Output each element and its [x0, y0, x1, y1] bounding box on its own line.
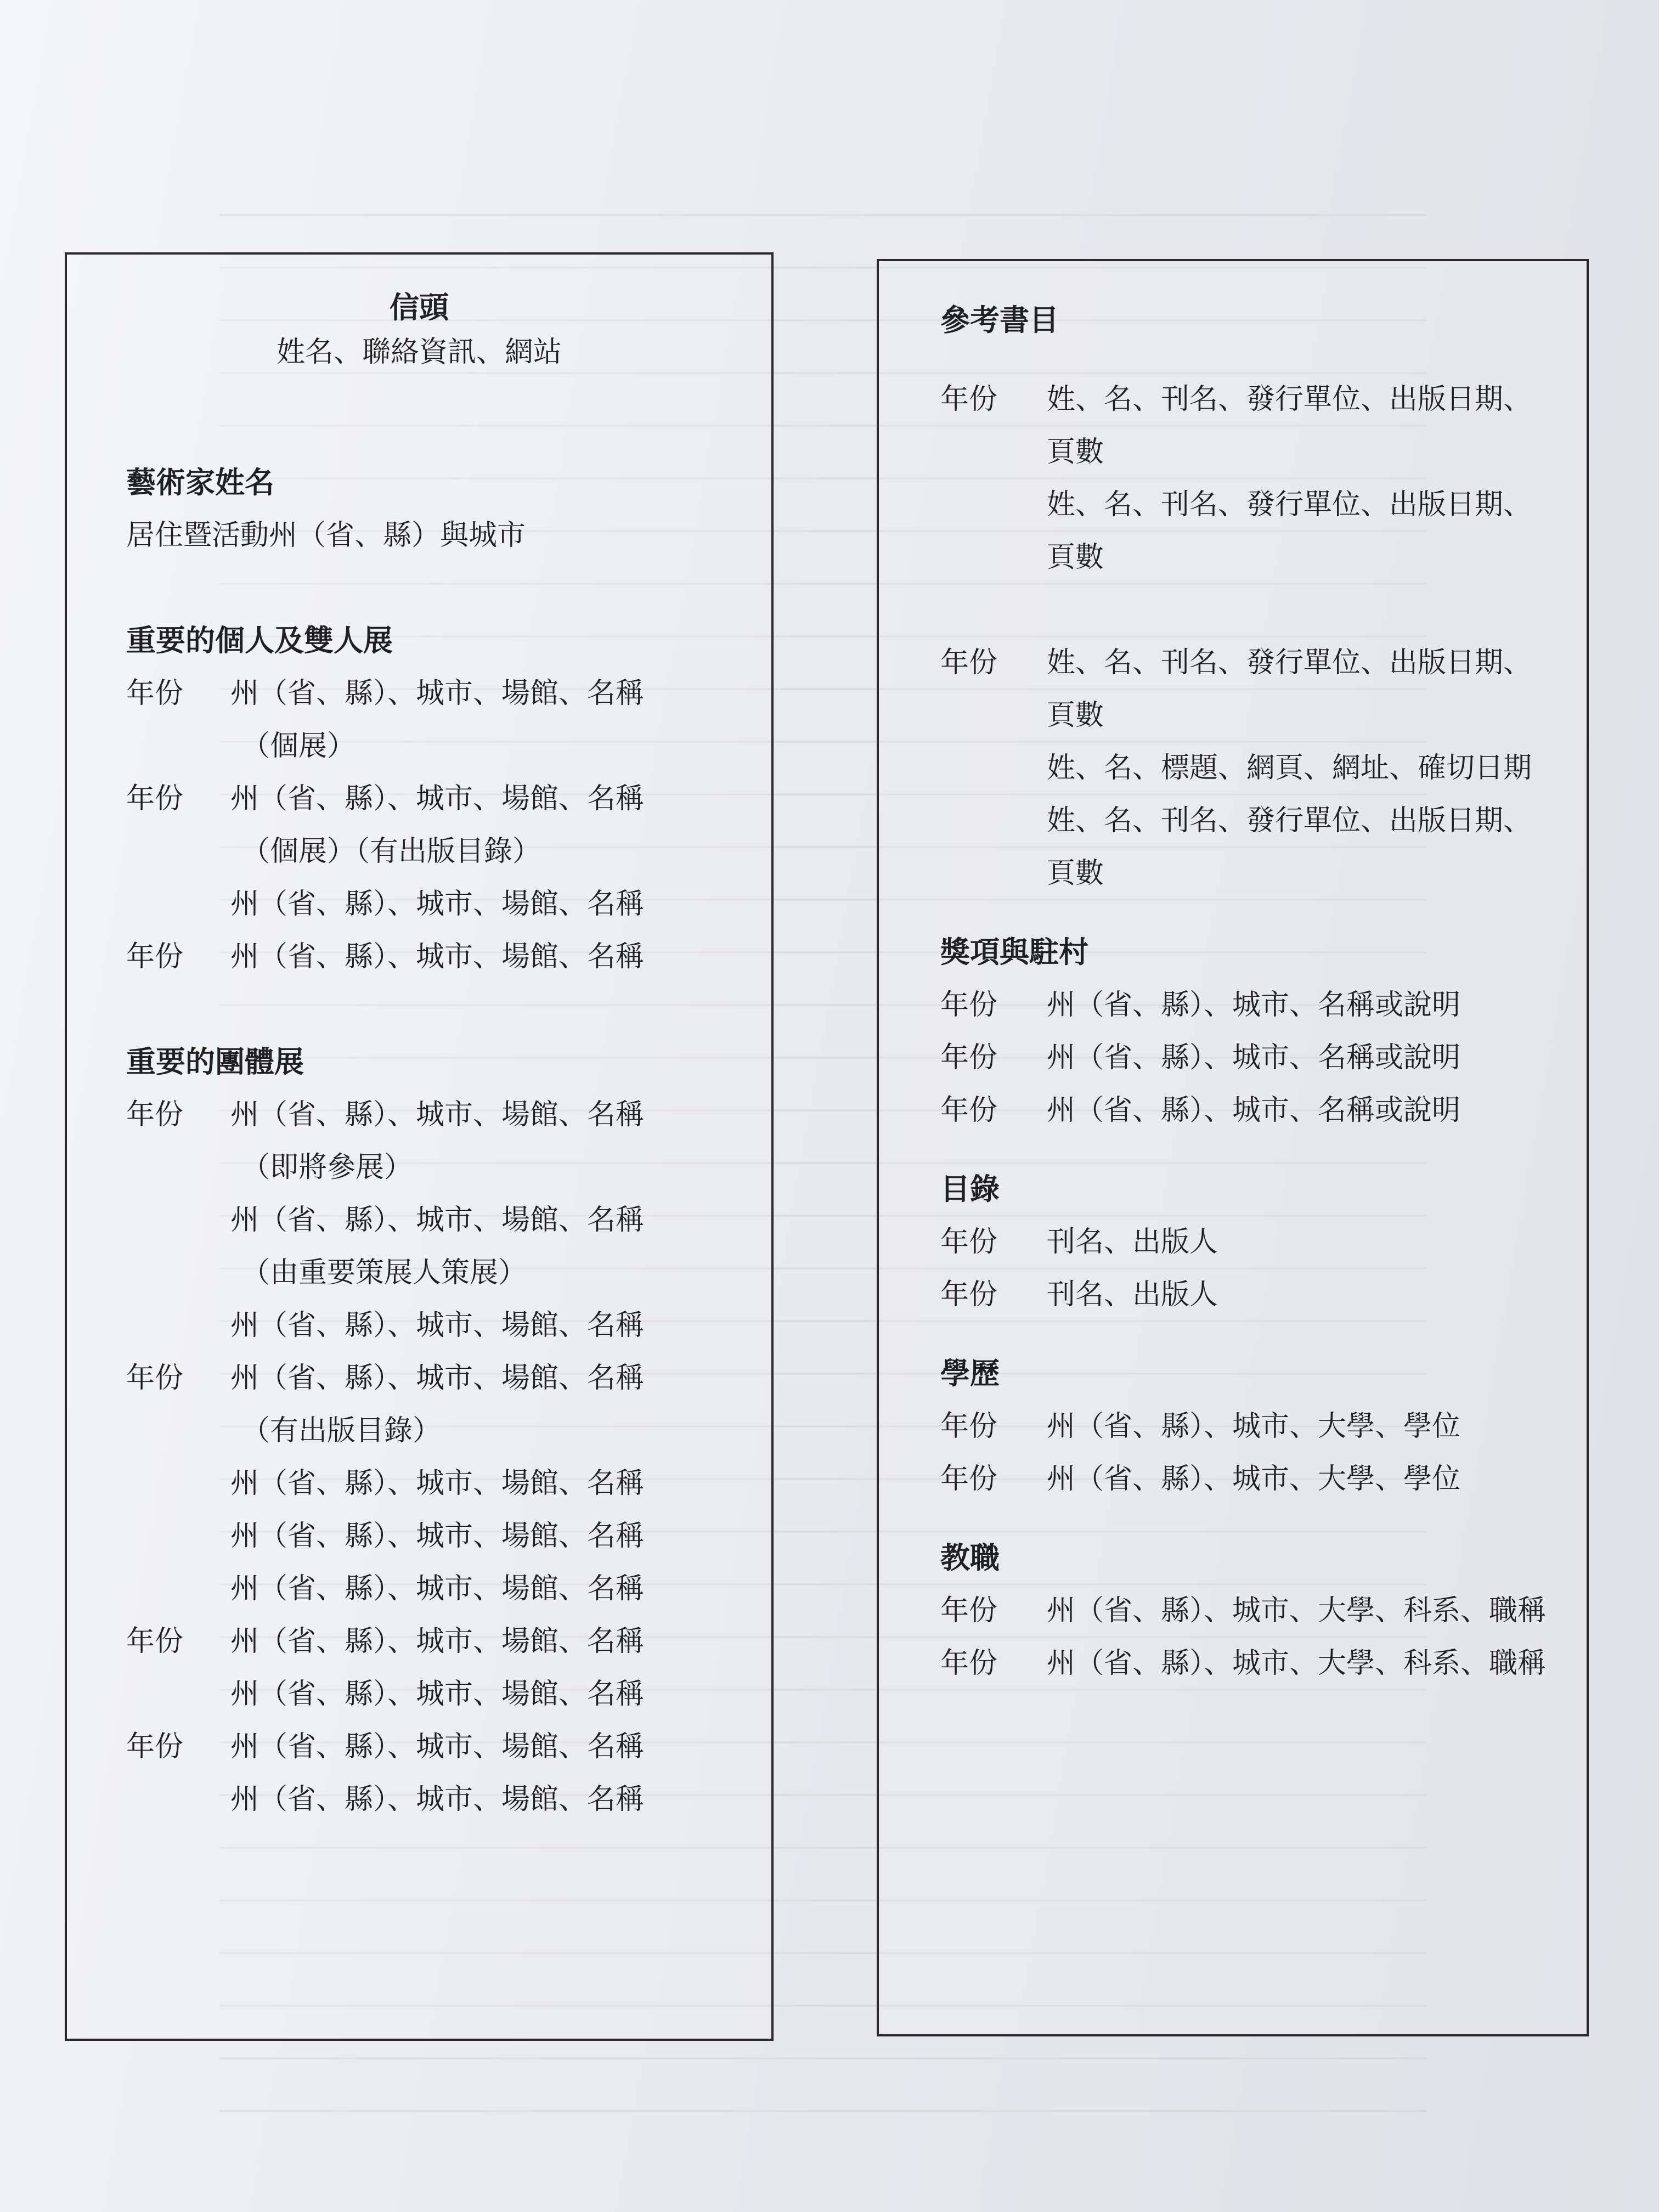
list-item — [126, 1457, 738, 1510]
entry-text: 州（省、縣）、城市、場館、名稱 — [230, 1362, 645, 1395]
entry-text: 州（省、縣）、城市、大學、學位 — [1047, 1410, 1461, 1443]
list-item — [126, 1562, 738, 1615]
letterhead-subtitle: 姓名、聯絡資訊、網站 — [276, 336, 562, 369]
letterhead-title: 信頭 — [390, 290, 449, 325]
entry-text: 州（省、縣）、城市、場館、名稱 — [230, 1467, 645, 1500]
list-item — [940, 478, 1554, 584]
entry-text: 州（省、縣）、城市、場館、名稱 — [230, 1204, 645, 1237]
entry-text: 姓、名、刊名、發行單位、出版日期、頁數 — [1047, 383, 1532, 469]
entry-text: （有出版目錄） — [241, 1414, 442, 1447]
entry-year — [126, 1194, 230, 1246]
list-item — [126, 667, 738, 720]
list-item — [126, 1088, 738, 1141]
entry-year: 年份 — [940, 1094, 998, 1127]
entry-text: 刊名、出版人 — [1047, 1226, 1218, 1259]
entry-year: 年份 — [940, 646, 998, 679]
list-item — [940, 1400, 1554, 1453]
entry-text: 姓、名、刊名、發行單位、出版日期、頁數 — [1047, 488, 1532, 574]
entry-text: 州（省、縣）、城市、場館、名稱 — [230, 1625, 645, 1658]
entry-text: 州（省、縣）、城市、場館、名稱 — [230, 677, 645, 710]
entry-year: 年份 — [126, 1625, 184, 1658]
entry-year — [126, 1457, 230, 1510]
list-item — [126, 720, 738, 772]
entry-year: 年份 — [126, 1098, 184, 1131]
entry-text: 州（省、縣）、城市、大學、科系、職稱 — [1047, 1594, 1547, 1627]
entry-text: 州（省、縣）、城市、場館、名稱 — [230, 1783, 645, 1816]
entry-text: 州（省、縣）、城市、大學、科系、職稱 — [1047, 1647, 1547, 1680]
entry-year — [940, 478, 1047, 584]
entry-year — [126, 1246, 230, 1299]
entry-text: 州（省、縣）、城市、場館、名稱 — [230, 940, 645, 973]
solo-exhibitions-heading: 重要的個人及雙人展 — [126, 623, 393, 658]
entry-text: 州（省、縣）、城市、場館、名稱 — [230, 1678, 645, 1711]
bibliography-heading: 參考書目 — [940, 303, 1059, 337]
entry-year: 年份 — [940, 383, 998, 416]
awards-list — [940, 979, 1554, 1137]
entry-text: 刊名、出版人 — [1047, 1278, 1218, 1311]
entry-year: 年份 — [126, 1362, 184, 1395]
entry-year: 年份 — [940, 1226, 998, 1259]
entry-year: 年份 — [126, 1730, 184, 1763]
list-item — [126, 1352, 738, 1404]
list-item — [126, 772, 738, 825]
list-item — [126, 1668, 738, 1720]
entry-year: 年份 — [940, 1463, 998, 1496]
entry-year — [126, 825, 230, 878]
teaching-list — [940, 1584, 1554, 1690]
list-item — [940, 373, 1554, 478]
entry-year — [126, 720, 230, 772]
entry-text: 州（省、縣）、城市、場館、名稱 — [230, 1309, 645, 1342]
list-item — [126, 878, 738, 930]
awards-heading: 獎項與駐村 — [940, 935, 1088, 969]
entry-year: 年份 — [940, 989, 998, 1022]
entry-year — [126, 878, 230, 930]
entry-year — [126, 1299, 230, 1352]
bibliography-list — [940, 373, 1554, 900]
list-item — [126, 1773, 738, 1826]
list-item — [940, 1584, 1554, 1637]
education-heading: 學歷 — [940, 1356, 1000, 1391]
left-sections — [126, 430, 738, 1826]
entry-year — [940, 794, 1047, 900]
list-item — [940, 794, 1554, 900]
entry-text: （個展） — [241, 730, 356, 763]
list-item — [126, 1404, 738, 1457]
entry-text: （個展）（有出版目錄） — [241, 835, 541, 868]
list-item — [126, 1141, 738, 1194]
entry-text: 州（省、縣）、城市、名稱或說明 — [1047, 1041, 1461, 1074]
list-item — [126, 1194, 738, 1246]
entry-text: 州（省、縣）、城市、名稱或說明 — [1047, 989, 1461, 1022]
entry-year: 年份 — [126, 782, 184, 815]
list-item — [940, 1637, 1554, 1690]
list-item — [126, 1299, 738, 1352]
entry-text: 州（省、縣）、城市、大學、學位 — [1047, 1463, 1461, 1496]
teaching-heading: 教職 — [940, 1541, 1000, 1575]
entry-text: 州（省、縣）、城市、名稱或說明 — [1047, 1094, 1461, 1127]
entry-year — [940, 742, 1047, 794]
entry-year: 年份 — [940, 1594, 998, 1627]
artist-name-heading: 藝術家姓名 — [126, 465, 274, 500]
entry-text: 州（省、縣）、城市、場館、名稱 — [230, 1572, 645, 1605]
list-item — [940, 1084, 1554, 1137]
list-item — [126, 825, 738, 878]
entry-year — [126, 1562, 230, 1615]
resume-template-right-panel — [877, 259, 1589, 2036]
letterhead-block — [67, 255, 771, 373]
entry-year: 年份 — [940, 1278, 998, 1311]
list-item — [940, 1031, 1554, 1084]
entry-year — [126, 1773, 230, 1826]
list-item — [940, 1453, 1554, 1505]
right-sections — [940, 294, 1554, 1690]
artist-location: 居住暨活動州（省、縣）與城市 — [126, 519, 526, 552]
entry-text: 姓、名、刊名、發行單位、出版日期、頁數 — [1047, 804, 1532, 890]
entry-text: 州（省、縣）、城市、場館、名稱 — [230, 888, 645, 921]
entry-text: 州（省、縣）、城市、場館、名稱 — [230, 1520, 645, 1553]
section-spacer — [940, 584, 1554, 636]
list-item — [126, 930, 738, 983]
list-item — [940, 1216, 1554, 1268]
list-item — [940, 979, 1554, 1031]
list-item — [126, 1615, 738, 1668]
group-exhibitions-heading: 重要的團體展 — [126, 1045, 304, 1079]
list-item — [126, 1510, 738, 1562]
entry-year — [126, 1404, 230, 1457]
entry-year: 年份 — [940, 1647, 998, 1680]
entry-text: 姓、名、標題、網頁、網址、確切日期 — [1047, 752, 1532, 785]
entry-text: 州（省、縣）、城市、場館、名稱 — [230, 782, 645, 815]
entry-text: （由重要策展人策展） — [241, 1256, 527, 1289]
catalogs-list — [940, 1216, 1554, 1321]
entry-year — [126, 1510, 230, 1562]
entry-year — [126, 1141, 230, 1194]
entry-text: 州（省、縣）、城市、場館、名稱 — [230, 1730, 645, 1763]
catalogs-heading: 目錄 — [940, 1172, 1000, 1206]
entry-year: 年份 — [126, 940, 184, 973]
entry-text: 州（省、縣）、城市、場館、名稱 — [230, 1098, 645, 1131]
list-item — [940, 1268, 1554, 1321]
entry-text: 姓、名、刊名、發行單位、出版日期、頁數 — [1047, 646, 1532, 732]
entry-year: 年份 — [940, 1041, 998, 1074]
entry-year — [126, 1668, 230, 1720]
list-item — [126, 1246, 738, 1299]
list-item — [940, 636, 1554, 742]
entry-year: 年份 — [126, 677, 184, 710]
resume-template-left-panel — [65, 252, 774, 2041]
entry-text: （即將參展） — [241, 1151, 413, 1184]
group-exhibitions-list — [126, 1088, 738, 1826]
education-list — [940, 1400, 1554, 1505]
list-item — [126, 1720, 738, 1773]
entry-year: 年份 — [940, 1410, 998, 1443]
solo-exhibitions-list — [126, 667, 738, 983]
list-item — [940, 742, 1554, 794]
